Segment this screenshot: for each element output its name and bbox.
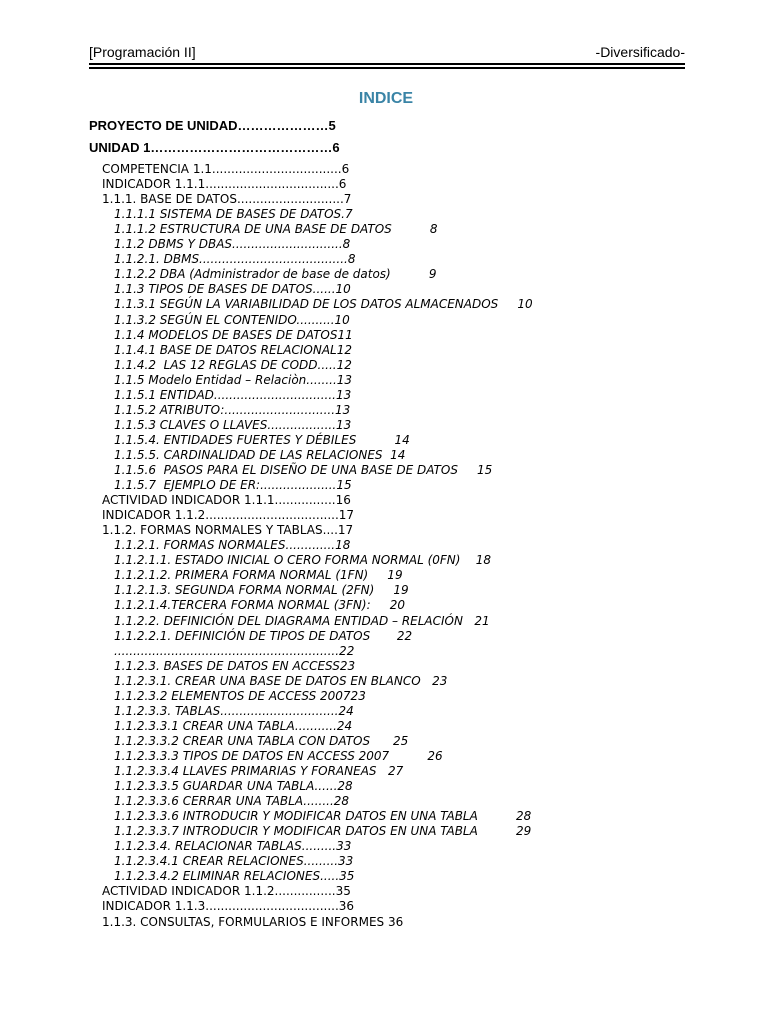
header-rule-thick — [89, 67, 685, 69]
toc-entry: 1.1.2.3.3.5 GUARDAR UNA TABLA......28 — [114, 779, 353, 794]
toc-entry: 1.1.2.3.4. RELACIONAR TABLAS.........33 — [114, 839, 352, 854]
toc-entry: 1.1.2.1.3. SEGUNDA FORMA NORMAL (2FN) 19 — [114, 583, 409, 598]
toc-entry: 1.1.2.3.4.2 ELIMINAR RELACIONES.....35 — [114, 869, 355, 884]
toc-entry: 1.1.2.3.2 ELEMENTOS DE ACCESS 200723 — [114, 688, 366, 703]
toc-entry: 1.1.4.1 BASE DE DATOS RELACIONAL12 — [114, 342, 352, 357]
toc-entry: UNIDAD 1……………………………………6 — [89, 140, 340, 155]
toc-entry: 1.1.5 Modelo Entidad – Relaciòn........13 — [114, 372, 353, 387]
toc-entry: 1.1.2.1. FORMAS NORMALES.............18 — [114, 538, 351, 553]
page-header — [89, 44, 685, 60]
index-title: INDICE — [358, 90, 414, 107]
toc-entry: COMPETENCIA 1.1..................................6 — [102, 162, 350, 176]
toc-entry: 1.1.2.3. BASES DE DATOS EN ACCESS23 — [114, 658, 356, 673]
toc-entry: INDICADOR 1.1.2...................................17 — [102, 508, 355, 523]
toc-entry: 1.1.5.7 EJEMPLO DE ER:....................15 — [114, 478, 352, 493]
toc-entry: PROYECTO DE UNIDAD…………………5 — [89, 118, 336, 133]
header-right-text: -Diversificado- — [595, 44, 685, 60]
toc-entry: 1.1.2.1.2. PRIMERA FORMA NORMAL (1FN) 19 — [114, 568, 403, 583]
toc-entry: ACTIVIDAD INDICADOR 1.1.1................16 — [102, 493, 351, 508]
toc-entry: 1.1.2.3.3.6 CERRAR UNA TABLA........28 — [114, 794, 350, 809]
toc-entry: 1.1.5.2 ATRIBUTO:.............................13 — [114, 402, 351, 417]
header-left-text: [Programación II] — [89, 44, 196, 60]
toc-entry: 1.1.2.3.1. CREAR UNA BASE DE DATOS EN BLANCO 23 — [114, 673, 448, 688]
toc-entry: 1.1.2.3.3.6 INTRODUCIR Y MODIFICAR DATOS EN UNA TABLA 28 — [114, 809, 532, 824]
toc-entry: ACTIVIDAD INDICADOR 1.1.2................35 — [102, 884, 351, 899]
toc-entry: 1.1.5.5. CARDINALIDAD DE LAS RELACIONES 14 — [114, 447, 406, 462]
toc-entry: 1.1.1.2 ESTRUCTURA DE UNA BASE DE DATOS 8 — [114, 222, 438, 237]
toc-entry: ...........................................................22 — [114, 643, 355, 658]
toc-entry: 1.1.4 MODELOS DE BASES DE DATOS11 — [114, 327, 353, 342]
toc-entry: 1.1.3.1 SEGÚN LA VARIABILIDAD DE LOS DATOS ALMACENADOS 10 — [114, 297, 533, 312]
toc-entry: 1.1.2.3.3. TABLAS...............................24 — [114, 703, 354, 718]
toc-entry: 1.1.5.1 ENTIDAD................................13 — [114, 387, 352, 402]
toc-entry: 1.1.2.1.1. ESTADO INICIAL O CERO FORMA NORMAL (0FN) 18 — [114, 553, 491, 568]
toc-entry: 1.1.5.6 PASOS PARA EL DISEÑO DE UNA BASE DE DATOS 15 — [114, 463, 493, 477]
toc-entry: 1.1.2.3.3.2 CREAR UNA TABLA CON DATOS 25 — [114, 733, 409, 748]
toc-entry: 1.1.3 TIPOS DE BASES DE DATOS......10 — [114, 282, 351, 297]
toc-entry: INDICADOR 1.1.3...................................36 — [102, 899, 355, 914]
toc-entry: 1.1.5.4. ENTIDADES FUERTES Y DÉBILES 14 — [114, 432, 410, 447]
toc-entry: 1.1.1. BASE DE DATOS............................7 — [102, 192, 352, 207]
toc-entry: 1.1.2.1. DBMS.......................................8 — [114, 252, 356, 267]
toc-entry: 1.1.2.3.3.4 LLAVES PRIMARIAS Y FORANEAS 27 — [114, 764, 404, 778]
toc-entry: 1.1.2 DBMS Y DBAS.............................8 — [114, 237, 351, 252]
toc-entry: 1.1.2.2 DBA (Administrador de base de datos) 9 — [114, 267, 437, 282]
toc-entry: 1.1.2.3.3.7 INTRODUCIR Y MODIFICAR DATOS EN UNA TABLA 29 — [114, 824, 532, 839]
toc-entry: 1.1.2.2. DEFINICIÓN DEL DIAGRAMA ENTIDAD – RELACIÓN 21 — [114, 613, 490, 628]
toc-entry: 1.1.2.3.3.3 TIPOS DE DATOS EN ACCESS 2007 26 — [114, 748, 443, 763]
toc-entry: 1.1.5.3 CLAVES O LLAVES..................13 — [114, 417, 352, 432]
toc-entry: 1.1.4.2 LAS 12 REGLAS DE CODD.....12 — [114, 357, 352, 372]
toc-entry: 1.1.2. FORMAS NORMALES Y TABLAS....17 — [102, 523, 354, 538]
toc-entry: 1.1.2.3.3.1 CREAR UNA TABLA...........24 — [114, 718, 353, 733]
toc-entry: 1.1.2.3.4.1 CREAR RELACIONES.........33 — [114, 854, 354, 869]
toc-entry: 1.1.2.1.4.TERCERA FORMA NORMAL (3FN): 20 — [114, 598, 405, 613]
toc-entry: 1.1.3.2 SEGÚN EL CONTENIDO..........10 — [114, 312, 350, 327]
toc-entry: 1.1.1.1 SISTEMA DE BASES DE DATOS.7 — [114, 207, 353, 222]
toc-entry: INDICADOR 1.1.1...................................6 — [102, 177, 347, 192]
toc-entry: 1.1.3. CONSULTAS, FORMULARIOS E INFORMES 36 — [102, 914, 404, 929]
toc-entry: 1.1.2.2.1. DEFINICIÓN DE TIPOS DE DATOS 22 — [114, 628, 413, 643]
header-rule-thin — [89, 63, 685, 65]
